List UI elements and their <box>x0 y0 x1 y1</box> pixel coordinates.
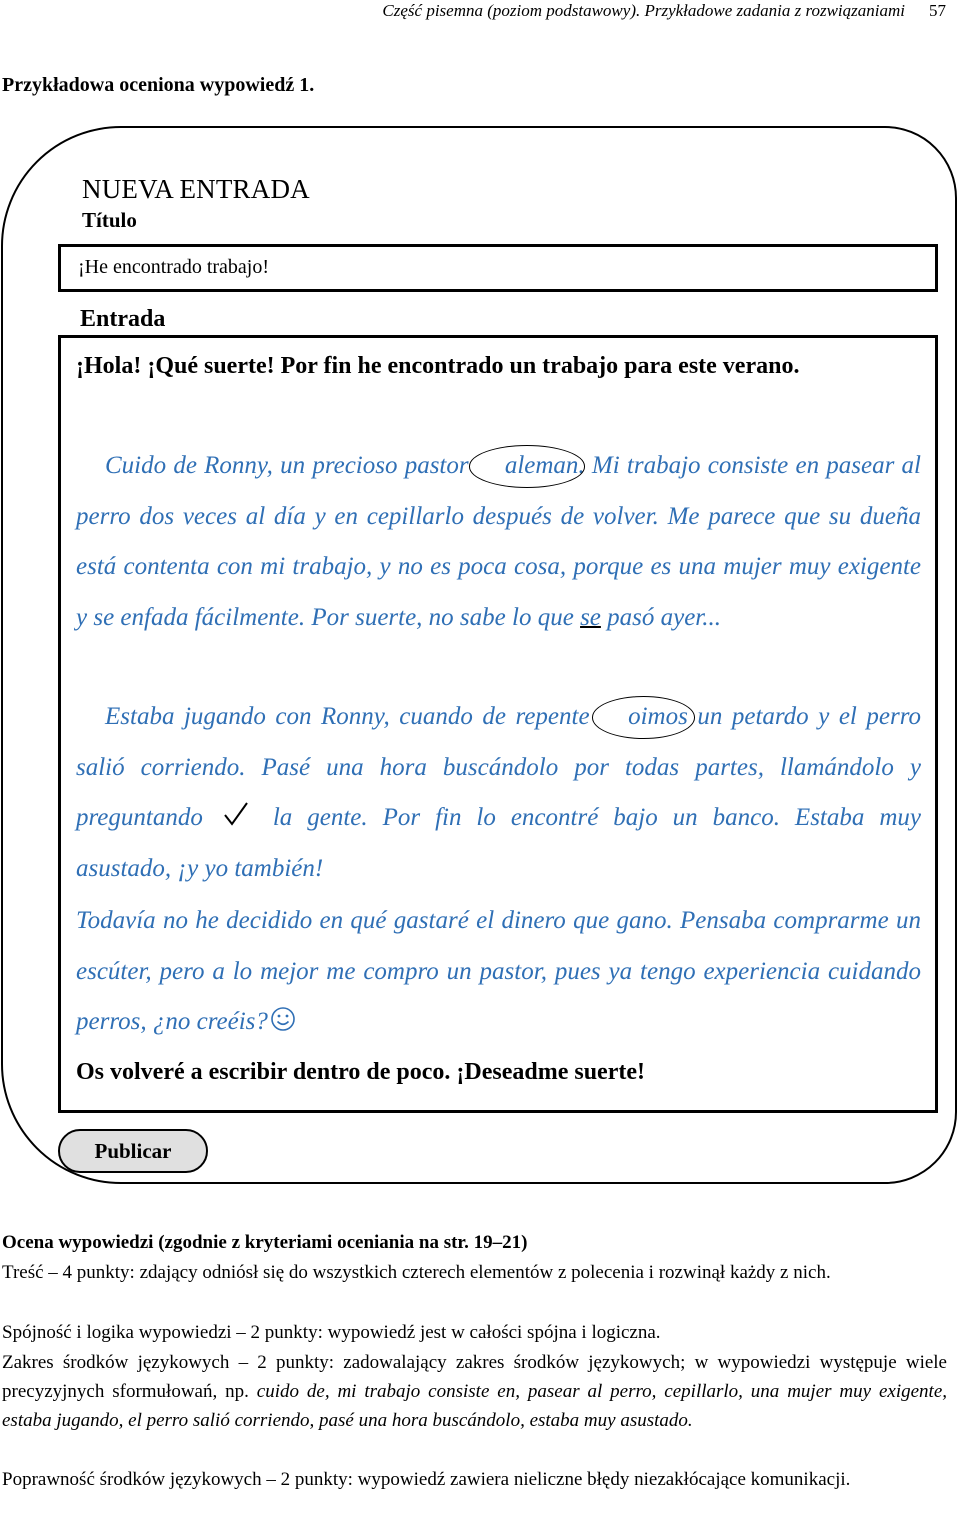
title-input[interactable]: ¡He encontrado trabajo! <box>58 244 938 292</box>
correction-underlined-word: se <box>580 603 601 631</box>
entry-label: Entrada <box>80 306 166 332</box>
entry-text: un petardo y el perro salió corriendo. Pasé una hora buscándolo por todas partes, llamándolo y preguntando <box>76 703 921 831</box>
circled-word: aleman <box>504 452 579 479</box>
evaluation-accuracy: Poprawność środków językowych – 2 punkty: wypowiedź zawiera nieliczne błędy niezakłócające komunikacji. <box>2 1469 851 1490</box>
running-title: Część pisemna (poziom podstawowy). Przykładowe zadania z rozwiązaniami <box>382 1 905 20</box>
entry-text: la gente. Por fin lo encontré bajo un banco. Estaba muy asustado, ¡y yo también! <box>76 804 921 882</box>
entry-paragraph-closing: Os volveré a escribir dentro de poco. ¡Deseadme suerte! <box>76 1059 645 1085</box>
section-heading: Przykładowa oceniona wypowiedź 1. <box>2 74 315 96</box>
running-header <box>382 0 946 24</box>
publish-button[interactable]: Publicar <box>58 1129 208 1173</box>
evaluation-range <box>2 1348 947 1435</box>
page-number: 57 <box>929 1 946 20</box>
form-heading: NUEVA ENTRADA <box>82 174 310 204</box>
entry-paragraph-job <box>76 441 921 643</box>
correction-circled-word <box>476 441 579 492</box>
entry-paragraph-greeting: ¡Hola! ¡Qué suerte! Por fin he encontrado un trabajo para este verano. <box>76 353 800 379</box>
title-label: Título <box>82 208 137 232</box>
entry-text: pasó ayer... <box>600 603 722 631</box>
evaluation-content: Treść – 4 punkty: zdający odniósł się do wszystkich czterech elementów z polecenia i rozwinął każdy z nich. <box>2 1262 831 1283</box>
smiley-icon <box>270 1006 296 1032</box>
entry-text: Cuido de Ronny, un precioso pastor <box>105 452 476 479</box>
circled-word: oimos <box>628 703 688 730</box>
entry-text: Estaba jugando con Ronny, cuando de repente <box>105 703 600 730</box>
entry-paragraph-story <box>76 692 921 894</box>
check-mark-icon <box>223 801 249 827</box>
evaluation-heading: Ocena wypowiedzi (zgodnie z kryteriami oceniania na str. 19–21) <box>2 1232 528 1253</box>
evaluation-range-intro: Zakres środków językowych – 2 punkty: zadowalający zakres środków językowych; w wypowiedzi występuje wiele precyzyjnych sformułowań, np. <box>2 1352 947 1402</box>
entry-paragraph-plans <box>76 896 921 1048</box>
entry-text: . Mi trabajo consiste en pasear al perro dos veces al día y en cepillarlo después de volver. Me parece que su dueña está contenta con mi trabajo, y no es poca cosa, porque es una mujer muy exigente y se enfada fácilmente. Por suerte, no sabe lo que <box>76 452 922 631</box>
evaluation-coherence: Spójność i logika wypowiedzi – 2 punkty: wypowiedź jest w całości spójna i logiczna. <box>2 1322 661 1343</box>
correction-circled-word <box>599 692 688 743</box>
entry-text: Todavía no he decidido en qué gastaré el dinero que gano. Pensaba comprarme un escúter, pero a lo mejor me compro un pastor, pues ya tengo experiencia cuidando perros, ¿no creéis? <box>76 907 921 1035</box>
evaluation-range-examples: cuido de, mi trabajo consiste en, pasear al perro, cepillarlo, una mujer muy exigente, estaba jugando, el perro salió corriendo, pasé una hora buscándolo, estaba muy asustado. <box>2 1381 948 1431</box>
